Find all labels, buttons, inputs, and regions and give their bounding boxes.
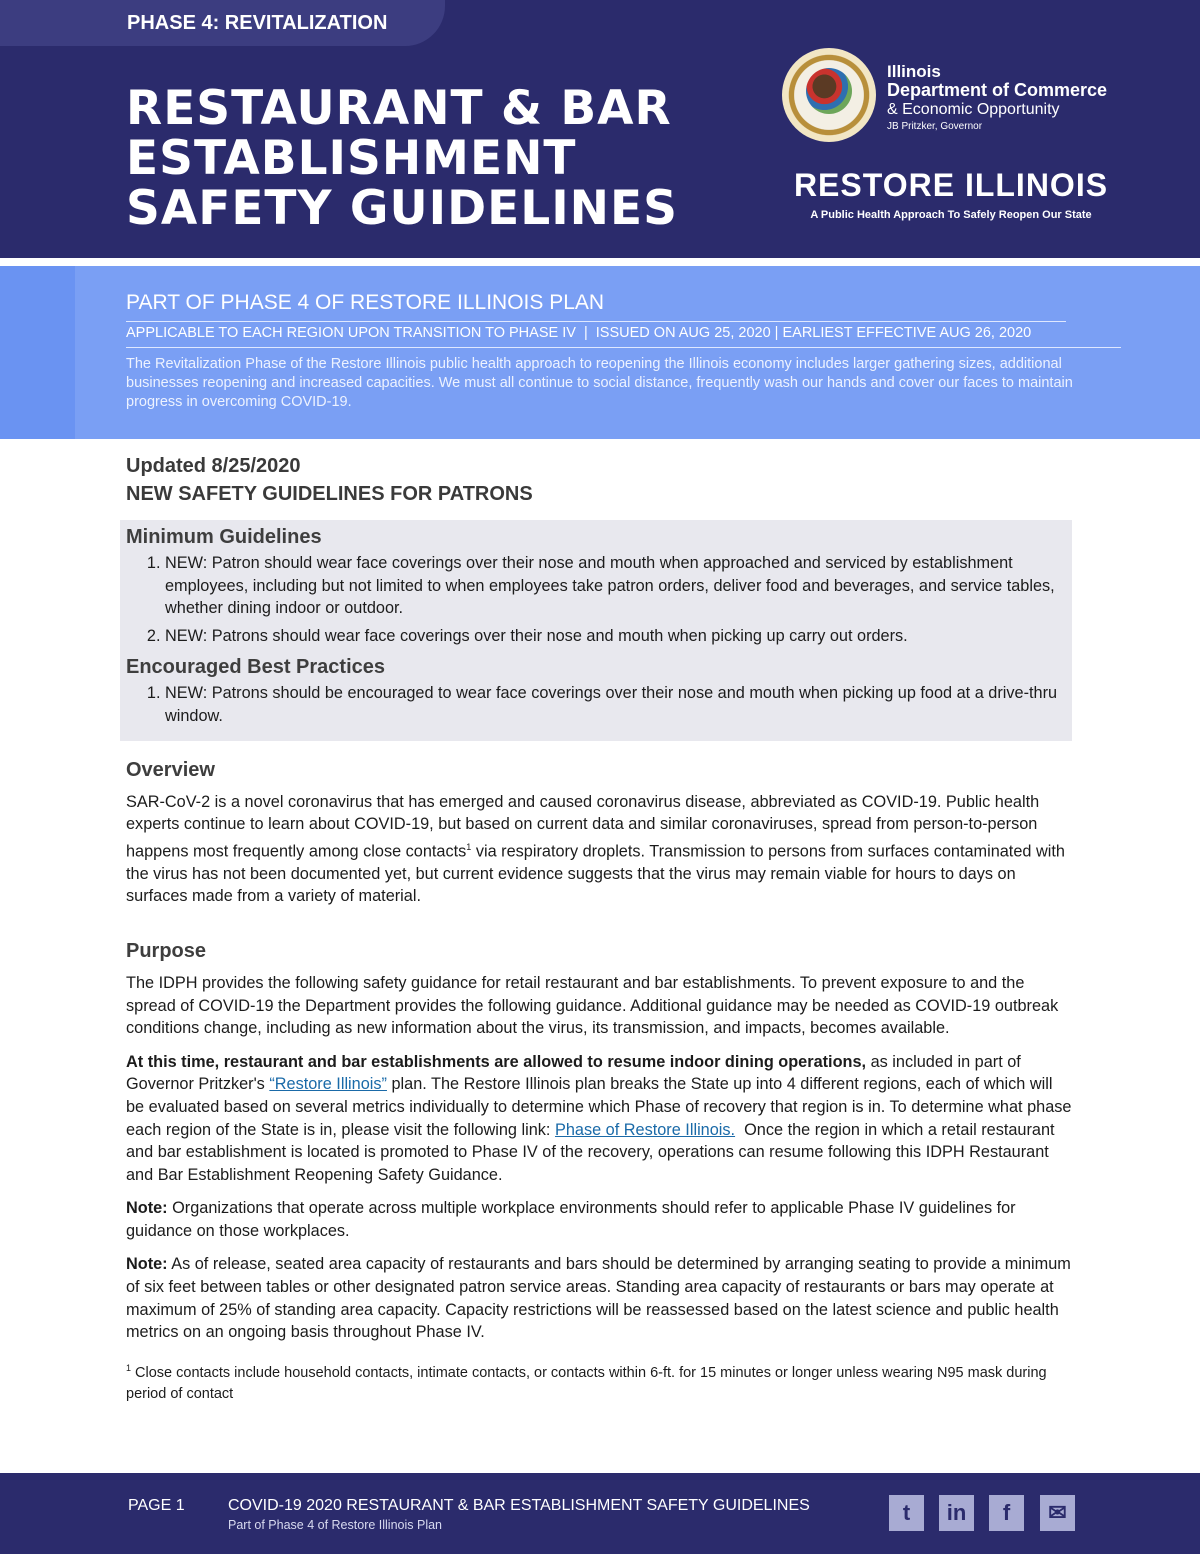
title-line: ESTABLISHMENT xyxy=(126,131,577,186)
governor-line: JB Pritzker, Governor xyxy=(887,121,983,132)
text: via respiratory droplets. Transmission to persons from surfaces contaminated with the virus has not been documented yet, but current evidence suggests that the virus may remain viable for hours to days on surfaces made from a variety of material. xyxy=(126,842,1065,906)
updated-date: Updated 8/25/2020 xyxy=(126,455,301,477)
dept-line: Illinois xyxy=(887,62,941,81)
bold-text: At this time, restaurant and bar establishments are allowed to resume indoor dining operations, xyxy=(126,1052,867,1071)
seal-eagle-icon xyxy=(806,68,852,114)
list-item: 2. NEW: Patrons should wear face coverings over their nose and mouth when picking up carry out orders. xyxy=(165,625,1066,648)
footnote-ref: 1 xyxy=(466,841,472,852)
twitter-icon[interactable]: t xyxy=(889,1495,924,1531)
linkedin-icon[interactable]: in xyxy=(939,1495,974,1531)
list-item: 1. NEW: Patrons should be encouraged to wear face coverings over their nose and mouth when picking up food at a drive-thru window. xyxy=(165,682,1066,727)
text: SAR-CoV-2 is a novel coronavirus that has emerged and caused coronavirus disease, abbreviated as COVID-19. Public health experts continue to learn about COVID-19, but based on current data and similar coronaviruses, spread from person-to-person happens most frequently among close contacts xyxy=(126,792,1040,861)
dceo-logo-text xyxy=(887,63,1107,132)
band-subheading: APPLICABLE TO EACH REGION UPON TRANSITION TO PHASE IV | ISSUED ON AUG 25, 2020 | EARLIEST EFFECTIVE AUG 26, 2020 xyxy=(126,325,1121,348)
main-content xyxy=(126,452,1072,1405)
text: Once the region in which a retail restaurant and bar establishment is located is promoted to Phase IV of the recovery, operations can resume following this IDPH Restaurant and Bar Establishment Reopening Safety Guidance. xyxy=(126,1120,1060,1184)
dept-line: & Economic Opportunity xyxy=(887,101,1060,118)
text: Close contacts include household contacts, intimate contacts, or contacts within 6-ft. for 15 minutes or longer unless wearing N95 mask during period of contact xyxy=(126,1364,1047,1402)
footer xyxy=(0,1473,1200,1554)
title-line: SAFETY GUIDELINES xyxy=(126,181,678,236)
text: plan. The Restore Illinois plan breaks the State up into 4 different regions, each of which will be evaluated based on several metrics individually to determine which Phase of recovery that region is in. To determine what phase each region of the State is in, please visit the following link: xyxy=(126,1075,1072,1139)
header-banner xyxy=(0,0,1200,258)
dept-line: Department of Commerce xyxy=(887,80,1108,100)
facebook-icon[interactable]: f xyxy=(989,1495,1024,1531)
minimum-guidelines-list xyxy=(126,552,1066,647)
page-number: PAGE 1 xyxy=(128,1497,185,1514)
best-practices-heading: Encouraged Best Practices xyxy=(126,656,385,679)
text: As of release, seated area capacity of restaurants and bars should be determined by arranging seating to provide a minimum of six feet between tables or other designated patron service areas. Standing area capacity of restaurants or bars may operate at maximum of 25% of standing area capacity. Capacity restrictions will be reassessed based on the latest science and public health metrics on an ongoing basis throughout Phase IV. xyxy=(126,1255,1071,1342)
note-paragraph xyxy=(126,1197,1072,1242)
list-item: 1. NEW: Patron should wear face coverings over their nose and mouth when approached and serviced by establishment employees, including but not limited to when employees take patron orders, deliver food and beverages, and service tables, whether dining indoor or outdoor. xyxy=(165,552,1066,620)
title-line: RESTAURANT & BAR xyxy=(126,81,672,136)
patron-guidelines-box xyxy=(120,520,1072,741)
text: as included in part of Governor Pritzker's xyxy=(126,1052,1021,1094)
best-practices-list xyxy=(126,682,1066,727)
footer-subtitle: Part of Phase 4 of Restore Illinois Plan xyxy=(228,1518,443,1532)
minimum-guidelines-heading: Minimum Guidelines xyxy=(126,526,322,548)
band-intro: The Revitalization Phase of the Restore Illinois public health approach to reopening the Illinois economy includes larger gathering sizes, additional businesses reopening and increased capacities. We must all continue to social distance, frequently wash our hands and cover our faces to maintain progress in overcoming COVID-19. xyxy=(126,356,1073,410)
purpose-heading: Purpose xyxy=(126,939,207,962)
new-guidelines-title: NEW SAFETY GUIDELINES FOR PATRONS xyxy=(126,483,533,505)
overview-paragraph xyxy=(126,791,1072,908)
phase-of-restore-illinois-link[interactable]: Phase of Restore Illinois. xyxy=(554,1120,736,1139)
restore-tagline: A Public Health Approach To Safely Reopen Our State xyxy=(810,209,1092,221)
phase-tab: PHASE 4: REVITALIZATION xyxy=(0,0,445,46)
illinois-state-seal-logo xyxy=(782,48,876,142)
capacity-note-paragraph xyxy=(126,1253,1072,1343)
purpose-paragraph: The IDPH provides the following safety guidance for retail restaurant and bar establishments. To prevent exposure to and the spread of COVID-19 the Department provides the following guidance. Additional guidance may be needed as COVID-19 outbreak conditions change, including as new information about the virus, its transmission, and impacts, becomes available. xyxy=(126,973,1059,1038)
text: Organizations that operate across multiple workplace environments should refer to applicable Phase IV guidelines for guidance on those workplaces. xyxy=(126,1199,1016,1240)
indoor-dining-paragraph xyxy=(126,1051,1072,1187)
footnote-number: 1 xyxy=(126,1362,132,1373)
overview-heading: Overview xyxy=(126,758,215,781)
document-title xyxy=(126,81,678,236)
footnote xyxy=(126,1358,1072,1405)
restore-illinois-link[interactable]: “Restore Illinois” xyxy=(269,1075,387,1094)
footer-title: COVID-19 2020 RESTAURANT & BAR ESTABLISHMENT SAFETY GUIDELINES xyxy=(228,1497,810,1514)
plan-info-band xyxy=(0,266,1200,439)
restore-illinois-logo: RESTORE ILLINOIS xyxy=(793,167,1109,203)
email-icon[interactable]: ✉ xyxy=(1040,1495,1075,1531)
note-label: Note: xyxy=(126,1199,168,1218)
band-accent xyxy=(0,266,75,439)
note-label: Note: xyxy=(126,1255,168,1274)
band-heading: PART OF PHASE 4 OF RESTORE ILLINOIS PLAN xyxy=(126,291,1066,322)
